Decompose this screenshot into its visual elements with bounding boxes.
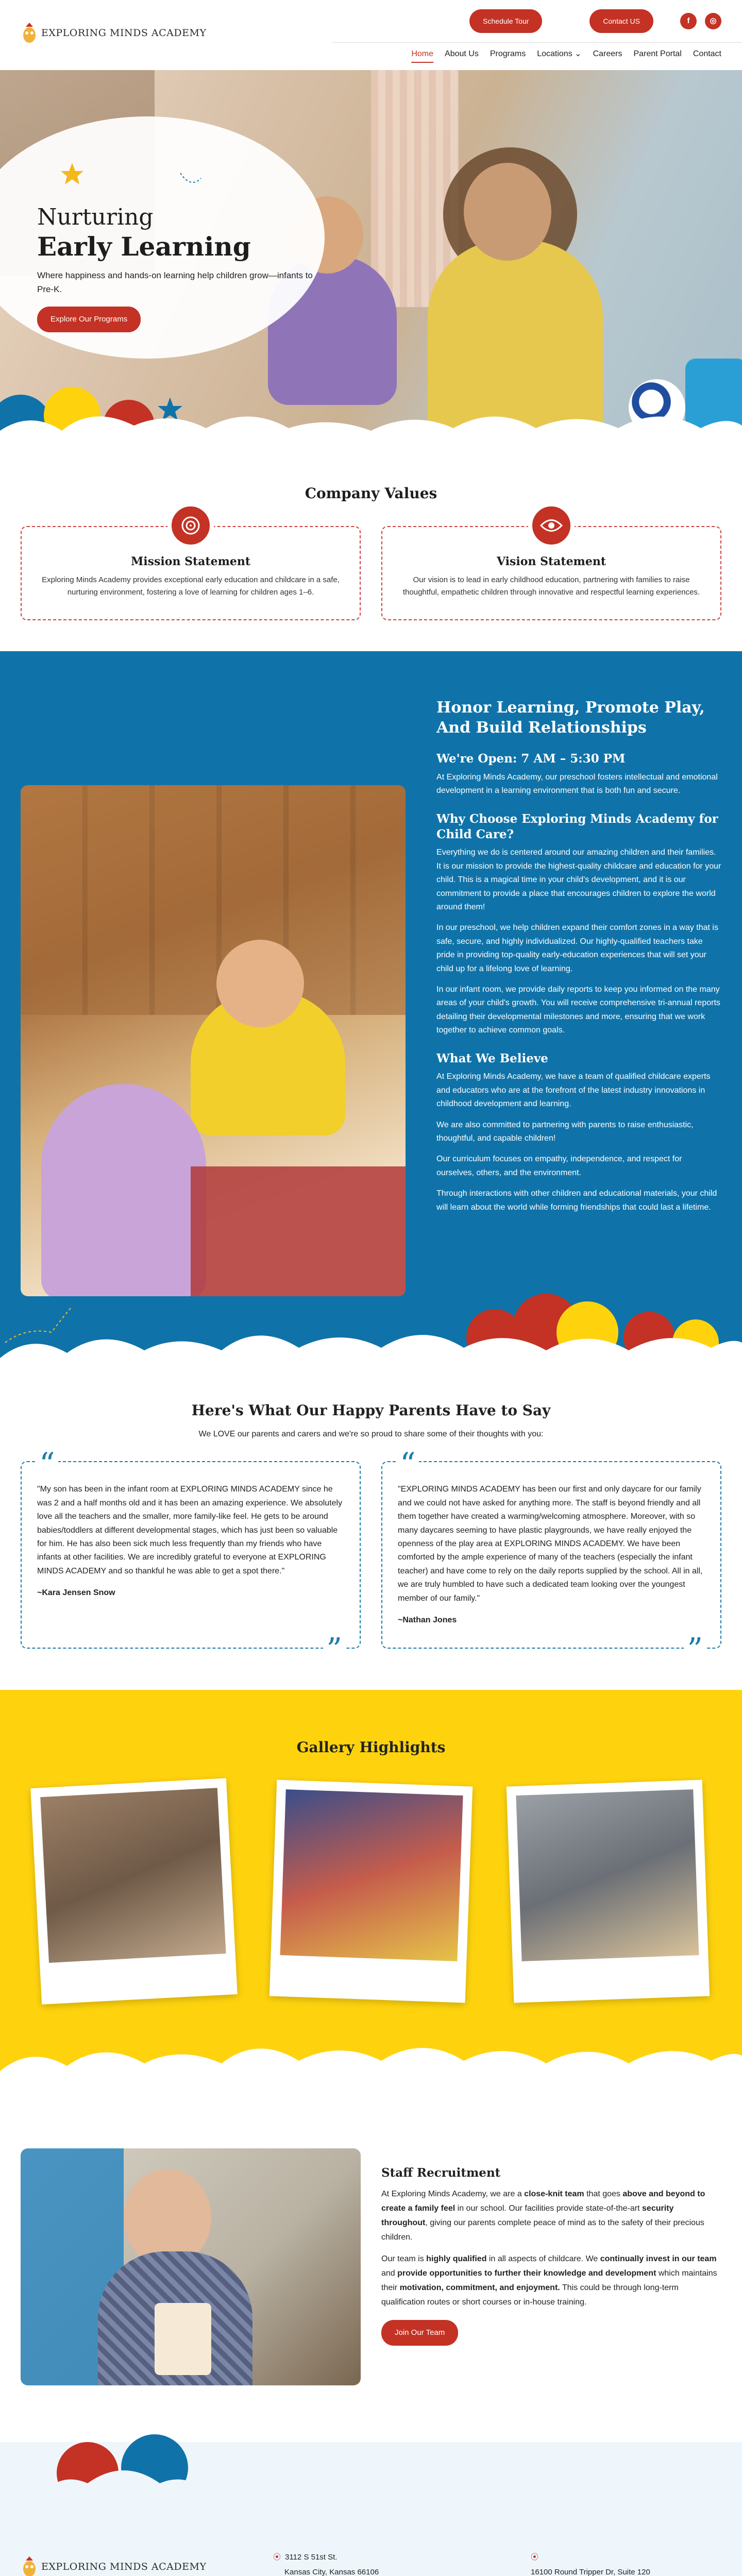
why-choose-p1: Everything we do is centered around our amazing children and their families. It is our mission to provide the highest-quality childcare and education for your child. This is a magical time in your child's development, and it is our commitment to provide a place that encourages children to explore the world around them!	[436, 848, 721, 911]
nav-locations[interactable]	[537, 47, 581, 63]
staff-p2-text: which maintains their	[381, 2269, 717, 2293]
owl-logo-icon	[21, 22, 38, 44]
open-hours-title: We're Open: 7 AM – 5:30 PM	[436, 751, 626, 766]
company-values	[0, 446, 742, 651]
honor-learning-section	[0, 651, 742, 1379]
testimonials-section	[0, 1379, 742, 1690]
testimonial-card	[381, 1446, 721, 1668]
chevron-down-icon: ⌄	[575, 49, 582, 58]
footer-logo[interactable]	[21, 2555, 242, 2576]
classroom-photo	[21, 785, 406, 1296]
staff-p1	[381, 2187, 721, 2245]
believe-p1: At Exploring Minds Academy, we have a team of qualified childcare experts and educators who are at the forefront of the latest industry innovations in childhood development and learning.	[436, 1072, 711, 1109]
address-line: Kansas City, Kansas 66106	[284, 2567, 379, 2576]
site-header	[0, 0, 742, 70]
address-line: 3112 S 51st St.	[285, 2553, 338, 2562]
hero-title-line2: Early Learning	[37, 231, 251, 262]
schedule-tour-button[interactable]: Schedule Tour	[469, 9, 542, 33]
hero-description: Where happiness and hands-on learning help children grow—infants to Pre-K.	[37, 270, 313, 294]
believe-title: What We Believe	[436, 1051, 548, 1065]
testimonial-card	[21, 1446, 361, 1668]
gallery-photo[interactable]	[269, 1780, 473, 2003]
staff-p2-bold: highly qualified	[426, 2255, 487, 2264]
staff-p1-text: in our school. Our facilities provide state-of-the-art	[455, 2204, 643, 2213]
quote-close-icon: ”	[684, 1634, 706, 1665]
staff-p1-bold: above and beyond to create a family feel	[381, 2190, 705, 2213]
quote-close-icon: ”	[323, 1634, 345, 1665]
vision-title: Vision Statement	[496, 554, 606, 568]
pin-icon: ⦿	[531, 2553, 539, 2562]
staff-recruitment	[0, 2097, 742, 2442]
mission-text: Exploring Minds Academy provides exceptional early education and childcare in a safe, nurturing environment, fostering a love of learning for children ages 1–6.	[42, 575, 340, 597]
hero-title	[37, 204, 326, 262]
hero-title-line1: Nurturing	[37, 204, 154, 230]
staff-p2	[381, 2252, 721, 2310]
quote-open-icon: “	[36, 1449, 58, 1480]
staff-p1-text: that goes	[584, 2190, 623, 2199]
gallery-section	[0, 1690, 742, 2097]
believe-p3: Our curriculum focuses on empathy, independence, and respect for ourselves, others, and the environment.	[436, 1155, 682, 1177]
testimonial-text: "My son has been in the infant room at EXPLORING MINDS ACADEMY since he was 2 and a half months old and it has been an amazing experience. We absolutely love all the teachers and the smaller, more family-like feel. He gets to be around babies/toddlers at different developmental stages, which has just been so valuable for him. He has also been sick much less frequently than my friends who have infants at other facilities. We are incredibly grateful to everyone at EXPLORING MINDS ACADEMY and so thankful he was able to get a spot there."	[37, 1485, 343, 1575]
why-choose-p3: In our infant room, we provide daily reports to keep you informed on the many areas of your child's growth. You will receive comprehensive tri-annual reports detailing their developmental milestones and more, ensuring that we work together to achieve common goals.	[436, 985, 720, 1035]
testimonials-subtitle: We LOVE our parents and carers and we're so proud to share some of their thoughts with you:	[198, 1429, 544, 1438]
nav-contact[interactable]: Contact	[693, 49, 721, 58]
why-choose-title: Why Choose Exploring Minds Academy for Child Care?	[436, 811, 718, 841]
nav-locations-label: Locations	[537, 49, 572, 58]
pin-icon: ⦿	[273, 2553, 281, 2562]
target-icon	[167, 502, 214, 549]
cloud-divider-3	[0, 2020, 742, 2097]
staff-p2-text: Our team is	[381, 2255, 427, 2264]
staff-p2-text: This could be through long-term qualification routes or short courses or in-house training.	[381, 2283, 679, 2307]
logo-text: EXPLORING MINDS ACADEMY	[41, 27, 207, 39]
staff-p1-bold: close-knit team	[524, 2190, 584, 2199]
contact-us-button[interactable]: Contact US	[589, 9, 653, 33]
gallery-photo[interactable]	[30, 1778, 237, 2004]
owl-logo-icon	[21, 2555, 38, 2576]
staff-p1-text: , giving our parents complete peace of mind as to the safety of their precious children.	[381, 2218, 704, 2242]
cloud-divider-2	[0, 1265, 742, 1379]
staff-p2-bold: provide opportunities to further their knowledge and development	[397, 2269, 656, 2278]
vision-text: Our vision is to lead in early childhood education, partnering with families to raise thoughtful, empathetic children through innovative and respectful learning experiences.	[402, 575, 700, 597]
believe-p2: We are also committed to partnering with parents to raise enthusiastic, thoughtful, and capable children!	[436, 1120, 694, 1143]
gallery-title: Gallery Highlights	[296, 1739, 446, 1756]
testimonials-title: Here's What Our Happy Parents Have to Say	[191, 1401, 551, 1419]
location-parkville	[531, 2550, 716, 2576]
believe-p4: Through interactions with other children and educational materials, your child will learn about the world while forming friendships that could last a lifetime.	[436, 1189, 717, 1212]
nav-parent-portal[interactable]: Parent Portal	[633, 49, 682, 58]
explore-programs-button[interactable]: Explore Our Programs	[37, 307, 141, 332]
open-hours-text: At Exploring Minds Academy, our preschool fosters intellectual and emotional development in a learning environment that is both fun and secure.	[436, 772, 718, 795]
nav-programs[interactable]: Programs	[490, 49, 526, 58]
logo[interactable]	[21, 22, 206, 44]
values-title: Company Values	[305, 485, 437, 502]
instagram-icon[interactable]: ◎	[705, 13, 721, 29]
star-decoration-icon	[57, 152, 273, 199]
staff-p2-text: and	[381, 2269, 398, 2278]
teacher-photo	[21, 2148, 361, 2385]
staff-p2-bold: motivation, commitment, and enjoyment.	[399, 2283, 560, 2293]
mission-card	[21, 526, 361, 620]
staff-title: Staff Recruitment	[381, 2166, 501, 2180]
staff-p1-text: At Exploring Minds Academy, we are a	[381, 2190, 525, 2199]
site-footer	[0, 2442, 742, 2576]
honor-title: Honor Learning, Promote Play, And Build Relationships	[436, 698, 705, 737]
mission-title: Mission Statement	[130, 554, 251, 568]
staff-p2-text: in all aspects of childcare. We	[486, 2255, 600, 2264]
cloud-divider-4	[0, 2411, 742, 2514]
location-kansas	[273, 2550, 500, 2576]
gallery-photo[interactable]	[507, 1780, 710, 2003]
vision-card	[381, 526, 721, 620]
footer-logo-text: EXPLORING MINDS ACADEMY	[41, 2561, 207, 2573]
nav-careers[interactable]: Careers	[593, 49, 622, 58]
why-choose-p2: In our preschool, we help children expand their comfort zones in a way that is safe, secure, and highly individualized. Our highly-qualified teachers take pride in providing top-quality early-education experiences that will set your child up for a lifelong love of learning.	[436, 923, 718, 973]
testimonial-text: "EXPLORING MINDS ACADEMY has been our first and only daycare for our family and we could not have asked for anything more. The staff is beyond friendly and all them together have created a warming/welcoming atmosphere. Moreover, with so many daycares seeming to have plastic playgrounds, we have really enjoyed the openness of the play area at EXPLORING MINDS ACADEMY. We have been comforted by the ample experience of many of the teachers (especially the infant teacher) and have come to rely on the daily reports supplied by the school. All in all, we are truly humbled to have such a dedicated team looking over the youngest member of our family."	[398, 1485, 703, 1603]
staff-p1-bold: security throughout	[381, 2204, 674, 2228]
quote-open-icon: “	[397, 1449, 419, 1480]
join-team-button[interactable]: Join Our Team	[381, 2320, 458, 2346]
nav-about[interactable]: About Us	[445, 49, 479, 58]
testimonial-author: ~Kara Jensen Snow	[37, 1588, 115, 1598]
address-line: 16100 Round Tripper Dr, Suite 120	[531, 2567, 650, 2576]
eye-icon	[528, 502, 575, 549]
cloud-divider	[0, 379, 742, 446]
testimonial-author: ~Nathan Jones	[398, 1615, 457, 1624]
main-nav	[411, 47, 721, 63]
facebook-icon[interactable]: f	[680, 13, 697, 29]
staff-p2-bold: continually invest in our team	[600, 2255, 717, 2264]
nav-home[interactable]: Home	[411, 47, 433, 63]
hero	[0, 70, 742, 446]
